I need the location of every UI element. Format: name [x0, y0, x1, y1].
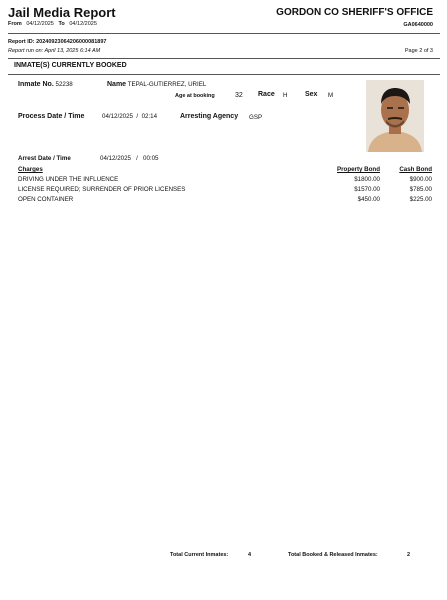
- property-bond-value: $450.00: [357, 196, 380, 203]
- charge-description: DRIVING UNDER THE INFLUENCE: [18, 176, 119, 183]
- cash-bond-header: Cash Bond: [399, 166, 432, 173]
- inmate-photo: [366, 80, 424, 152]
- to-date: 04/12/2025: [69, 21, 97, 27]
- agency-code: GA0640000: [403, 22, 433, 28]
- charges-header: Charges: [18, 166, 43, 173]
- inmate-no-value: 52238: [55, 81, 73, 88]
- name-label: Name: [107, 81, 127, 88]
- agency-name: GORDON CO SHERIFF'S OFFICE: [276, 7, 433, 18]
- charge-description: LICENSE REQUIRED; SURRENDER OF PRIOR LICENSES: [18, 186, 186, 193]
- race-value: H: [283, 92, 288, 99]
- arresting-agency-value: GSP: [249, 114, 263, 121]
- arrest-date: 04/12/2025: [100, 155, 131, 162]
- date-range: [8, 21, 97, 27]
- arrest-label: Arrest Date / Time: [18, 155, 71, 162]
- arrest-datetime: 04/12/2025 / 00:05: [100, 155, 159, 162]
- mugshot-image: [366, 80, 424, 152]
- report-id: Report ID: 20240923064206000081897: [8, 39, 107, 45]
- process-label: Process Date / Time: [18, 113, 85, 120]
- total-current-label: Total Current Inmates:: [170, 552, 229, 558]
- cash-bond-value: $785.00: [409, 186, 432, 193]
- race-label: Race: [258, 91, 275, 98]
- property-bond-header: Property Bond: [337, 166, 380, 173]
- cash-bond-value: $900.00: [409, 176, 432, 183]
- charge-description: OPEN CONTAINER: [18, 196, 74, 203]
- property-bond-value: $1800.00: [354, 176, 380, 183]
- section-top-divider: [8, 58, 440, 59]
- cash-bond-value: $225.00: [409, 196, 432, 203]
- inmate-name: [107, 81, 206, 88]
- property-bond-value: $1570.00: [354, 186, 380, 193]
- header-divider: [8, 33, 440, 34]
- from-date: 04/12/2025: [26, 21, 54, 27]
- page-number: Page 2 of 3: [404, 48, 433, 54]
- process-date: 04/12/2025: [102, 113, 133, 120]
- total-current-value: 4: [248, 552, 252, 558]
- age-value: 32: [235, 92, 243, 99]
- to-label: To: [58, 21, 65, 27]
- section-title: INMATE(S) CURRENTLY BOOKED: [14, 62, 127, 69]
- process-time: 02:14: [141, 113, 158, 120]
- name-value: TEPAL-GUTIERREZ, URIEL: [127, 81, 207, 88]
- from-label: From: [8, 21, 22, 27]
- total-booked-value: 2: [407, 552, 411, 558]
- sex-value: M: [328, 92, 334, 99]
- arrest-time: 00:05: [143, 155, 159, 162]
- sex-label: Sex: [305, 91, 318, 98]
- age-label: Age at booking: [175, 93, 215, 99]
- arresting-agency-label: Arresting Agency: [180, 113, 239, 120]
- total-booked-label: Total Booked & Released Inmates:: [288, 552, 378, 558]
- report-run-on: Report run on: April 13, 2025 6:14 AM: [8, 48, 101, 54]
- process-datetime: 04/12/2025 / 02:14: [102, 113, 158, 120]
- section-bottom-divider: [8, 74, 440, 75]
- report-title: Jail Media Report: [8, 5, 116, 20]
- inmate-no-label: Inmate No.: [18, 81, 54, 88]
- inmate-number: [18, 81, 73, 88]
